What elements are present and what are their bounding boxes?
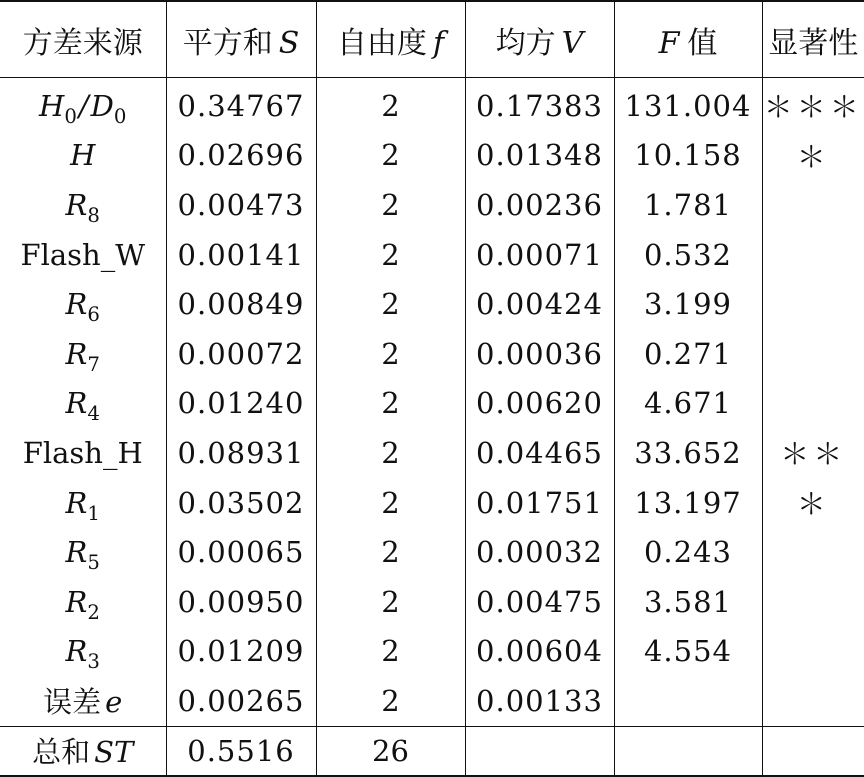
total-row bbox=[0, 726, 864, 776]
df-cell: 2 bbox=[316, 676, 465, 726]
table-row bbox=[0, 428, 864, 478]
source-cell bbox=[0, 180, 166, 230]
ss-cell: 0.01209 bbox=[166, 627, 316, 677]
column-header-label: 显著性 bbox=[768, 25, 859, 61]
f-cell: 4.554 bbox=[614, 627, 762, 677]
source-symbol: R bbox=[65, 634, 88, 669]
significance-cell bbox=[762, 230, 864, 280]
ss-cell: 0.00849 bbox=[166, 279, 316, 329]
ss-cell: 0.34767 bbox=[166, 78, 316, 131]
source-cell bbox=[0, 329, 166, 379]
ms-cell: 0.04465 bbox=[465, 428, 614, 478]
column-header-label: 均方 bbox=[495, 25, 556, 61]
source-cell bbox=[0, 230, 166, 280]
source-subscript: 7 bbox=[87, 352, 100, 376]
df-cell: 2 bbox=[316, 527, 465, 577]
source-cell bbox=[0, 428, 166, 478]
ss-cell: 0.00265 bbox=[166, 676, 316, 726]
source-symbol: R bbox=[65, 535, 88, 570]
total-source-label: 总和 bbox=[32, 735, 91, 770]
column-header-symbol: V bbox=[561, 25, 584, 61]
f-cell: 10.158 bbox=[614, 131, 762, 181]
column-header-0 bbox=[0, 1, 166, 78]
f-cell: 3.581 bbox=[614, 577, 762, 627]
source-subscript: 5 bbox=[87, 551, 100, 575]
table-row bbox=[0, 78, 864, 131]
significance-cell: ＊＊＊ bbox=[762, 78, 864, 131]
table-row bbox=[0, 379, 864, 429]
f-cell: 13.197 bbox=[614, 478, 762, 528]
source-cell bbox=[0, 478, 166, 528]
df-cell: 2 bbox=[316, 627, 465, 677]
table-footer bbox=[0, 726, 864, 776]
table-row bbox=[0, 180, 864, 230]
f-cell: 3.199 bbox=[614, 279, 762, 329]
significance-cell bbox=[762, 379, 864, 429]
column-header-1 bbox=[166, 1, 316, 78]
df-cell: 2 bbox=[316, 230, 465, 280]
ss-cell: 0.02696 bbox=[166, 131, 316, 181]
source-cell bbox=[0, 527, 166, 577]
significance-cell bbox=[762, 279, 864, 329]
source-subscript: 8 bbox=[87, 203, 100, 227]
column-header-2 bbox=[316, 1, 465, 78]
ms-cell: 0.00036 bbox=[465, 329, 614, 379]
table-row bbox=[0, 676, 864, 726]
ss-cell: 0.00072 bbox=[166, 329, 316, 379]
significance-cell bbox=[762, 577, 864, 627]
f-cell: 0.532 bbox=[614, 230, 762, 280]
source-subscript: 1 bbox=[87, 501, 100, 525]
total-f-cell bbox=[614, 726, 762, 776]
f-cell: 33.652 bbox=[614, 428, 762, 478]
table-row bbox=[0, 527, 864, 577]
source-symbol: e bbox=[105, 685, 123, 720]
significance-cell bbox=[762, 627, 864, 677]
ms-cell: 0.17383 bbox=[465, 78, 614, 131]
column-header-label: 值 bbox=[687, 25, 718, 61]
source-label: Flash_W bbox=[20, 237, 146, 272]
source-subscript-2: 0 bbox=[113, 104, 127, 128]
df-cell: 2 bbox=[316, 329, 465, 379]
df-cell: 2 bbox=[316, 279, 465, 329]
ss-cell: 0.00065 bbox=[166, 527, 316, 577]
source-cell bbox=[0, 627, 166, 677]
ss-cell: 0.00950 bbox=[166, 577, 316, 627]
source-symbol: R bbox=[65, 336, 88, 371]
f-cell: 4.671 bbox=[614, 379, 762, 429]
source-cell bbox=[0, 676, 166, 726]
source-cell bbox=[0, 279, 166, 329]
source-subscript: 6 bbox=[87, 303, 100, 327]
source-subscript: 4 bbox=[87, 402, 100, 426]
total-source-cell bbox=[0, 726, 166, 776]
table-row bbox=[0, 131, 864, 181]
source-subscript: 2 bbox=[87, 600, 100, 624]
ms-cell: 0.00604 bbox=[465, 627, 614, 677]
significance-cell bbox=[762, 329, 864, 379]
column-header-label: 自由度 bbox=[336, 25, 427, 61]
table-row bbox=[0, 329, 864, 379]
column-header-symbol: f bbox=[432, 25, 445, 61]
source-symbol-2: D bbox=[90, 88, 114, 123]
df-cell: 2 bbox=[316, 78, 465, 131]
ms-cell: 0.00032 bbox=[465, 527, 614, 577]
source-symbol: H bbox=[70, 138, 96, 173]
f-cell bbox=[614, 676, 762, 726]
source-cell bbox=[0, 78, 166, 131]
column-header-4 bbox=[614, 1, 762, 78]
table-row bbox=[0, 478, 864, 528]
column-header-symbol: F bbox=[658, 25, 680, 61]
source-symbol: R bbox=[65, 485, 88, 520]
significance-cell bbox=[762, 527, 864, 577]
column-header-3 bbox=[465, 1, 614, 78]
table-row bbox=[0, 577, 864, 627]
significance-cell: ＊ bbox=[762, 478, 864, 528]
ss-cell: 0.00473 bbox=[166, 180, 316, 230]
f-cell: 131.004 bbox=[614, 78, 762, 131]
df-cell: 2 bbox=[316, 180, 465, 230]
df-cell: 2 bbox=[316, 577, 465, 627]
significance-cell bbox=[762, 180, 864, 230]
ms-cell: 0.00620 bbox=[465, 379, 614, 429]
column-header-label: 平方和 bbox=[182, 25, 273, 61]
ms-cell: 0.01348 bbox=[465, 131, 614, 181]
column-header-5 bbox=[762, 1, 864, 78]
df-cell: 2 bbox=[316, 131, 465, 181]
ms-cell: 0.00424 bbox=[465, 279, 614, 329]
table-header bbox=[0, 1, 864, 78]
table-body bbox=[0, 78, 864, 727]
source-cell bbox=[0, 379, 166, 429]
ss-cell: 0.03502 bbox=[166, 478, 316, 528]
table-row bbox=[0, 230, 864, 280]
ss-cell: 0.08931 bbox=[166, 428, 316, 478]
significance-cell bbox=[762, 676, 864, 726]
f-cell: 0.271 bbox=[614, 329, 762, 379]
source-label: Flash_H bbox=[22, 435, 143, 470]
total-source-symbol: ST bbox=[94, 735, 134, 770]
source-cell bbox=[0, 131, 166, 181]
header-row bbox=[0, 1, 864, 78]
source-subscript: 3 bbox=[87, 650, 100, 674]
source-symbol: R bbox=[65, 287, 88, 322]
ms-cell: 0.01751 bbox=[465, 478, 614, 528]
table-row bbox=[0, 279, 864, 329]
total-ms-cell bbox=[465, 726, 614, 776]
f-cell: 1.781 bbox=[614, 180, 762, 230]
df-cell: 2 bbox=[316, 478, 465, 528]
df-cell: 2 bbox=[316, 428, 465, 478]
ss-cell: 0.01240 bbox=[166, 379, 316, 429]
significance-cell: ＊＊ bbox=[762, 428, 864, 478]
table-row bbox=[0, 627, 864, 677]
total-sig-cell bbox=[762, 726, 864, 776]
ms-cell: 0.00071 bbox=[465, 230, 614, 280]
source-symbol: H bbox=[39, 88, 65, 123]
ms-cell: 0.00133 bbox=[465, 676, 614, 726]
source-label: 误差 bbox=[43, 685, 102, 720]
source-symbol: R bbox=[65, 584, 88, 619]
source-cell bbox=[0, 577, 166, 627]
df-cell: 2 bbox=[316, 379, 465, 429]
total-ss-cell: 0.5516 bbox=[166, 726, 316, 776]
f-cell: 0.243 bbox=[614, 527, 762, 577]
source-separator: / bbox=[78, 88, 89, 123]
ms-cell: 0.00475 bbox=[465, 577, 614, 627]
source-subscript: 0 bbox=[64, 104, 77, 128]
source-symbol: R bbox=[65, 187, 88, 222]
column-header-label: 方差来源 bbox=[22, 25, 143, 61]
ss-cell: 0.00141 bbox=[166, 230, 316, 280]
column-header-symbol: S bbox=[278, 25, 300, 61]
source-symbol: R bbox=[65, 386, 88, 421]
total-df-cell: 26 bbox=[316, 726, 465, 776]
ms-cell: 0.00236 bbox=[465, 180, 614, 230]
significance-cell: ＊ bbox=[762, 131, 864, 181]
